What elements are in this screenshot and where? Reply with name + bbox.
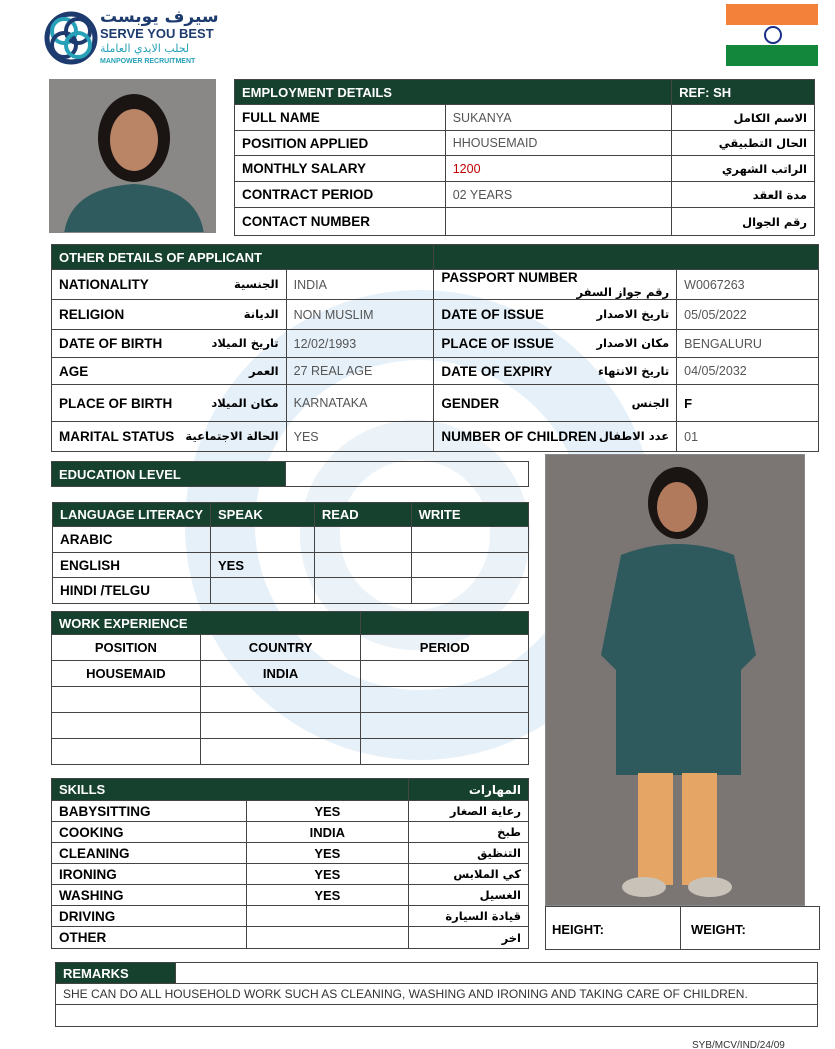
- skill-value: YES: [246, 801, 409, 822]
- nationality-label: NATIONALITY: [59, 277, 149, 292]
- work-position-col: POSITION: [52, 635, 201, 661]
- salary-value: 1200: [445, 156, 671, 182]
- table-row: [52, 885, 529, 906]
- work-country-cell: [200, 739, 361, 765]
- remarks-table: [55, 962, 818, 1027]
- remarks-label: REMARKS: [56, 963, 176, 984]
- gender-label: GENDER: [441, 395, 500, 411]
- position-value: HHOUSEMAID: [445, 131, 671, 156]
- read-header: READ: [314, 503, 411, 527]
- passport-label: PASSPORT NUMBER: [441, 270, 578, 285]
- weight-label: WEIGHT:: [691, 922, 746, 937]
- work-country-cell: INDIA: [200, 661, 361, 687]
- contract-label: CONTRACT PERIOD: [235, 182, 446, 208]
- remarks-text: SHE CAN DO ALL HOUSEHOLD WORK SUCH AS CLEANING, WASHING AND IRONING AND TAKING CARE OF CHILDREN.: [56, 984, 818, 1005]
- measurements-box: [545, 906, 820, 950]
- dob-ar: تاريخ الميلاد: [211, 336, 279, 350]
- skill-ar: الغسيل: [409, 885, 529, 906]
- speak-cell: [211, 527, 315, 553]
- table-row: [52, 661, 529, 687]
- salary-label: MONTHLY SALARY: [235, 156, 446, 182]
- date-of-issue-label: DATE OF ISSUE: [441, 307, 544, 322]
- education-label: EDUCATION LEVEL: [52, 462, 286, 487]
- work-country-cell: [200, 713, 361, 739]
- nationality-ar: الجنسية: [234, 277, 279, 291]
- salary-ar: الراتب الشهري: [672, 156, 815, 182]
- contact-value: [445, 208, 671, 236]
- contract-ar: مدة العقد: [672, 182, 815, 208]
- marital-status-label: MARITAL STATUS: [59, 429, 175, 444]
- skill-value: INDIA: [246, 822, 409, 843]
- speak-cell: [211, 578, 315, 604]
- write-cell: [411, 578, 528, 604]
- contact-ar: رقم الجوال: [672, 208, 815, 236]
- skills-header-ar: المهارات: [409, 779, 529, 801]
- table-row: [52, 687, 529, 713]
- place-of-birth-value: KARNATAKA: [286, 385, 434, 422]
- employment-details-table: [234, 79, 815, 236]
- full-name-value: SUKANYA: [445, 105, 671, 131]
- marital-status-ar: الحالة الاجتماعية: [185, 429, 279, 443]
- work-position-cell: [52, 739, 201, 765]
- skills-header: SKILLS: [52, 779, 409, 801]
- other-details-header: OTHER DETAILS OF APPLICANT: [52, 245, 434, 270]
- table-row: [53, 553, 529, 578]
- language-header: LANGUAGE LITERACY: [53, 503, 211, 527]
- footer-code: SYB/MCV/IND/24/09: [692, 1040, 785, 1049]
- table-row: [53, 527, 529, 553]
- work-period-col: PERIOD: [361, 635, 529, 661]
- place-of-issue-value: BENGALURU: [677, 330, 819, 358]
- india-flag-icon: [726, 4, 818, 66]
- education-table: [51, 461, 529, 487]
- read-cell: [314, 527, 411, 553]
- age-value: 27 REAL AGE: [286, 358, 434, 385]
- skill-value: YES: [246, 843, 409, 864]
- place-of-birth-label: PLACE OF BIRTH: [59, 395, 173, 411]
- work-position-cell: [52, 713, 201, 739]
- marital-status-value: YES: [286, 422, 434, 452]
- date-of-issue-value: 05/05/2022: [677, 300, 819, 330]
- table-row: [52, 713, 529, 739]
- logo-tagline: MANPOWER RECRUITMENT: [100, 58, 196, 65]
- skill-ar: قيادة السيارة: [409, 906, 529, 927]
- age-label: AGE: [59, 363, 89, 379]
- language-table: [52, 502, 529, 604]
- skill-name: CLEANING: [52, 843, 247, 864]
- religion-value: NON MUSLIM: [286, 300, 434, 330]
- passport-ar: رقم جواز السفر: [576, 285, 670, 299]
- skill-name: DRIVING: [52, 906, 247, 927]
- table-row: [52, 801, 529, 822]
- date-of-issue-ar: تاريخ الاصدار: [596, 307, 670, 321]
- children-value: 01: [677, 422, 819, 452]
- gender-ar: الجنس: [631, 395, 670, 410]
- company-logo-icon: [44, 9, 98, 67]
- age-ar: العمر: [249, 363, 279, 378]
- work-period-cell: [361, 661, 529, 687]
- work-experience-table: [51, 611, 529, 765]
- speak-header: SPEAK: [211, 503, 315, 527]
- language-name: HINDI /TELGU: [53, 578, 211, 604]
- skill-value: YES: [246, 864, 409, 885]
- children-label: NUMBER OF CHILDREN: [441, 429, 597, 444]
- contact-label: CONTACT NUMBER: [235, 208, 446, 236]
- height-label: HEIGHT:: [552, 922, 604, 937]
- applicant-full-body-photo: [545, 454, 805, 906]
- work-period-cell: [361, 713, 529, 739]
- language-name: ENGLISH: [53, 553, 211, 578]
- table-row: [52, 927, 529, 949]
- logo-english-name: SERVE YOU BEST: [100, 26, 214, 41]
- contract-value: 02 YEARS: [445, 182, 671, 208]
- speak-cell: YES: [211, 553, 315, 578]
- dob-value: 12/02/1993: [286, 330, 434, 358]
- write-cell: [411, 527, 528, 553]
- dob-label: DATE OF BIRTH: [59, 336, 163, 351]
- work-country-col: COUNTRY: [200, 635, 361, 661]
- skill-name: WASHING: [52, 885, 247, 906]
- place-of-issue-ar: مكان الاصدار: [596, 336, 670, 350]
- skill-name: BABYSITTING: [52, 801, 247, 822]
- passport-value: W0067263: [677, 270, 819, 300]
- table-row: [52, 330, 819, 358]
- position-label: POSITION APPLIED: [235, 131, 446, 156]
- applicant-portrait-photo: [49, 79, 216, 233]
- logo-arabic-subtitle: لجلب الايدي العاملة: [100, 42, 190, 55]
- read-cell: [314, 553, 411, 578]
- write-cell: [411, 553, 528, 578]
- religion-ar: الديانة: [243, 307, 279, 321]
- work-position-cell: HOUSEMAID: [52, 661, 201, 687]
- table-row: [52, 270, 819, 300]
- skills-table: [51, 778, 529, 949]
- skill-ar: طبخ: [409, 822, 529, 843]
- ref-label: REF: SH: [672, 80, 815, 105]
- position-ar: الحال التطبيقي: [672, 131, 815, 156]
- work-period-cell: [361, 739, 529, 765]
- gender-value: F: [677, 385, 819, 422]
- table-row: [53, 578, 529, 604]
- full-name-ar: الاسم الكامل: [672, 105, 815, 131]
- skill-name: IRONING: [52, 864, 247, 885]
- table-row: [52, 843, 529, 864]
- skill-ar: اخر: [409, 927, 529, 949]
- religion-label: RELIGION: [59, 307, 125, 322]
- work-position-cell: [52, 687, 201, 713]
- skill-value: YES: [246, 885, 409, 906]
- write-header: WRITE: [411, 503, 528, 527]
- table-row: [52, 822, 529, 843]
- logo-arabic-name: سيرف يوبست: [100, 7, 219, 27]
- table-row: [52, 385, 819, 422]
- table-row: [52, 864, 529, 885]
- employment-header: EMPLOYMENT DETAILS: [235, 80, 672, 105]
- full-name-label: FULL NAME: [235, 105, 446, 131]
- read-cell: [314, 578, 411, 604]
- table-row: [52, 739, 529, 765]
- nationality-value: INDIA: [286, 270, 434, 300]
- table-row: [52, 422, 819, 452]
- skill-value: [246, 906, 409, 927]
- table-row: [52, 300, 819, 330]
- date-of-expiry-value: 04/05/2032: [677, 358, 819, 385]
- skill-ar: رعاية الصغار: [409, 801, 529, 822]
- skill-name: OTHER: [52, 927, 247, 949]
- place-of-issue-label: PLACE OF ISSUE: [441, 336, 554, 351]
- skill-ar: كي الملابس: [409, 864, 529, 885]
- skill-value: [246, 927, 409, 949]
- education-value: [285, 462, 528, 487]
- date-of-expiry-label: DATE OF EXPIRY: [441, 363, 553, 379]
- children-ar: عدد الاطفال: [598, 429, 670, 443]
- work-country-cell: [200, 687, 361, 713]
- work-experience-header: WORK EXPERIENCE: [52, 612, 361, 635]
- work-period-cell: [361, 687, 529, 713]
- skill-ar: التنظيق: [409, 843, 529, 864]
- place-of-birth-ar: مكان الميلاد: [211, 395, 279, 410]
- table-row: [52, 358, 819, 385]
- language-name: ARABIC: [53, 527, 211, 553]
- date-of-expiry-ar: تاريخ الانتهاء: [597, 363, 670, 378]
- table-row: [52, 906, 529, 927]
- other-details-table: [51, 244, 819, 452]
- skill-name: COOKING: [52, 822, 247, 843]
